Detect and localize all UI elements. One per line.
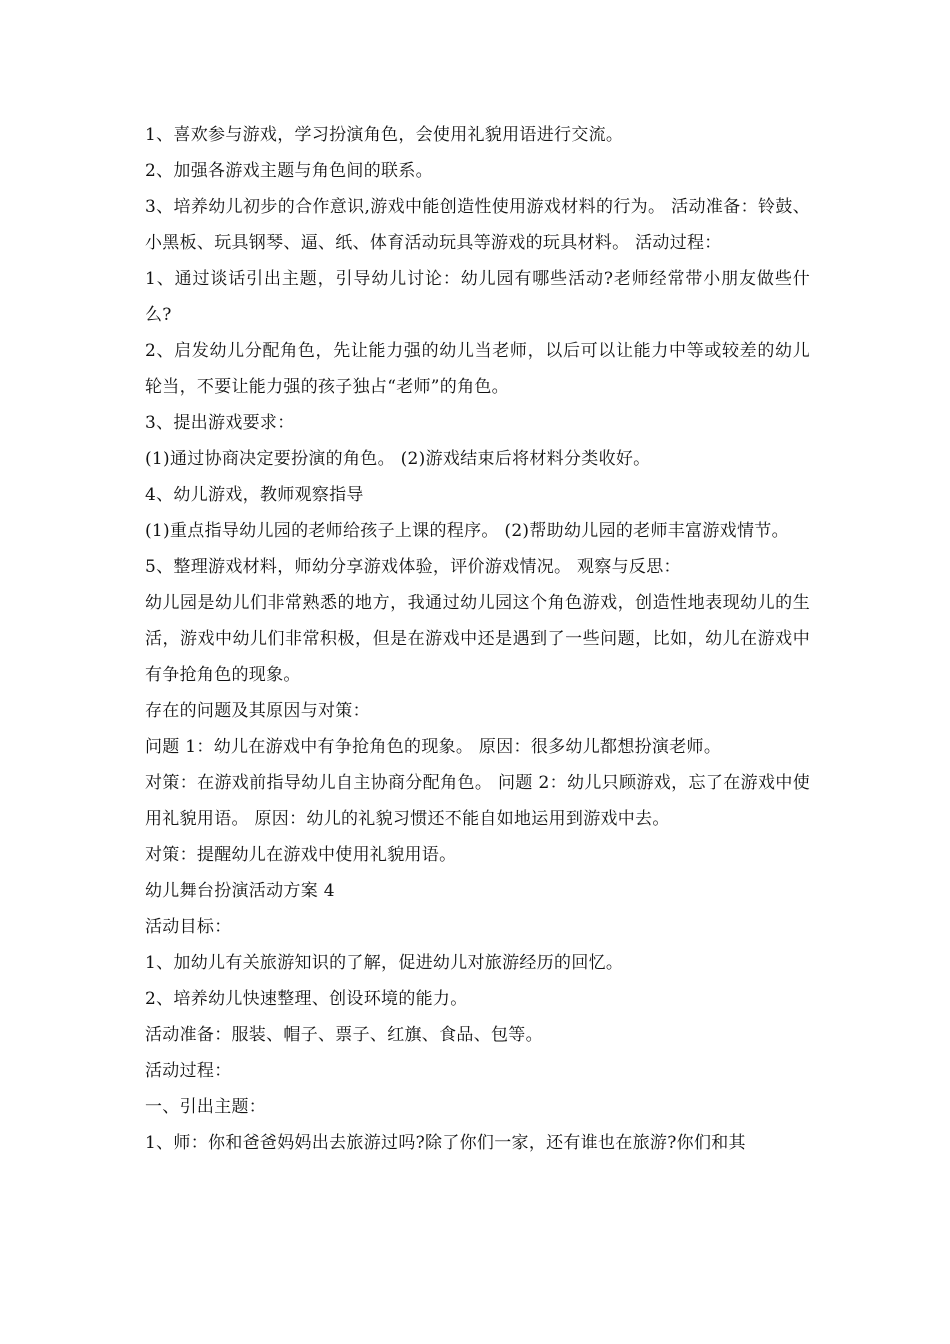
paragraph: 活动准备：服装、帽子、票子、红旗、食品、包等。 — [145, 1025, 543, 1045]
paragraph: 4、幼儿游戏，教师观察指导 — [145, 485, 364, 505]
section-heading: 存在的问题及其原因与对策： — [145, 701, 370, 721]
paragraph: 问题 1：幼儿在游戏中有争抢角色的现象。 原因：很多幼儿都想扮演老师。 — [145, 737, 722, 757]
document-body — [145, 117, 810, 1161]
paragraph: 1、师：你和爸爸妈妈出去旅游过吗?除了你们一家，还有谁也在旅游?你们和其 — [145, 1133, 746, 1153]
section-heading: 活动目标： — [145, 917, 232, 937]
paragraph: 3、培养幼儿初步的合作意识,游戏中能创造性使用游戏材料的行为。 活动准备：铃鼓、小黑板、玩具钢琴、逼、纸、体育活动玩具等游戏的玩具材料。 活动过程： — [145, 197, 810, 253]
section-title: 幼儿舞台扮演活动方案 4 — [145, 881, 335, 901]
section-heading: 活动过程： — [145, 1061, 232, 1081]
paragraph: (1)重点指导幼儿园的老师给孩子上课的程序。 (2)帮助幼儿园的老师丰富游戏情节。 — [145, 521, 789, 541]
paragraph: 1、通过谈话引出主题，引导幼儿讨论：幼儿园有哪些活动?老师经常带小朋友做些什么? — [145, 269, 810, 325]
paragraph: 2、加强各游戏主题与角色间的联系。 — [145, 161, 433, 181]
paragraph: 5、整理游戏材料，师幼分享游戏体验，评价游戏情况。 观察与反思： — [145, 557, 681, 577]
paragraph: 幼儿园是幼儿们非常熟悉的地方，我通过幼儿园这个角色游戏，创造性地表现幼儿的生活，游戏中幼儿们非常积极，但是在游戏中还是遇到了一些问题，比如，幼儿在游戏中有争抢角色的现象。 — [145, 593, 810, 685]
paragraph: 对策：在游戏前指导幼儿自主协商分配角色。 问题 2：幼儿只顾游戏，忘了在游戏中使用礼貌用语。 原因：幼儿的礼貌习惯还不能自如地运用到游戏中去。 — [145, 773, 810, 829]
paragraph: 1、加幼儿有关旅游知识的了解，促进幼儿对旅游经历的回忆。 — [145, 953, 624, 973]
paragraph: 对策：提醒幼儿在游戏中使用礼貌用语。 — [145, 845, 457, 865]
paragraph: (1)通过协商决定要扮演的角色。 (2)游戏结束后将材料分类收好。 — [145, 449, 651, 469]
paragraph: 1、喜欢参与游戏，学习扮演角色，会使用礼貌用语进行交流。 — [145, 125, 624, 145]
paragraph: 一、引出主题： — [145, 1097, 267, 1117]
paragraph: 2、培养幼儿快速整理、创设环境的能力。 — [145, 989, 468, 1009]
paragraph: 2、启发幼儿分配角色，先让能力强的幼儿当老师，以后可以让能力中等或较差的幼儿轮当，不要让能力强的孩子独占“老师”的角色。 — [145, 341, 810, 397]
paragraph: 3、提出游戏要求： — [145, 413, 295, 433]
